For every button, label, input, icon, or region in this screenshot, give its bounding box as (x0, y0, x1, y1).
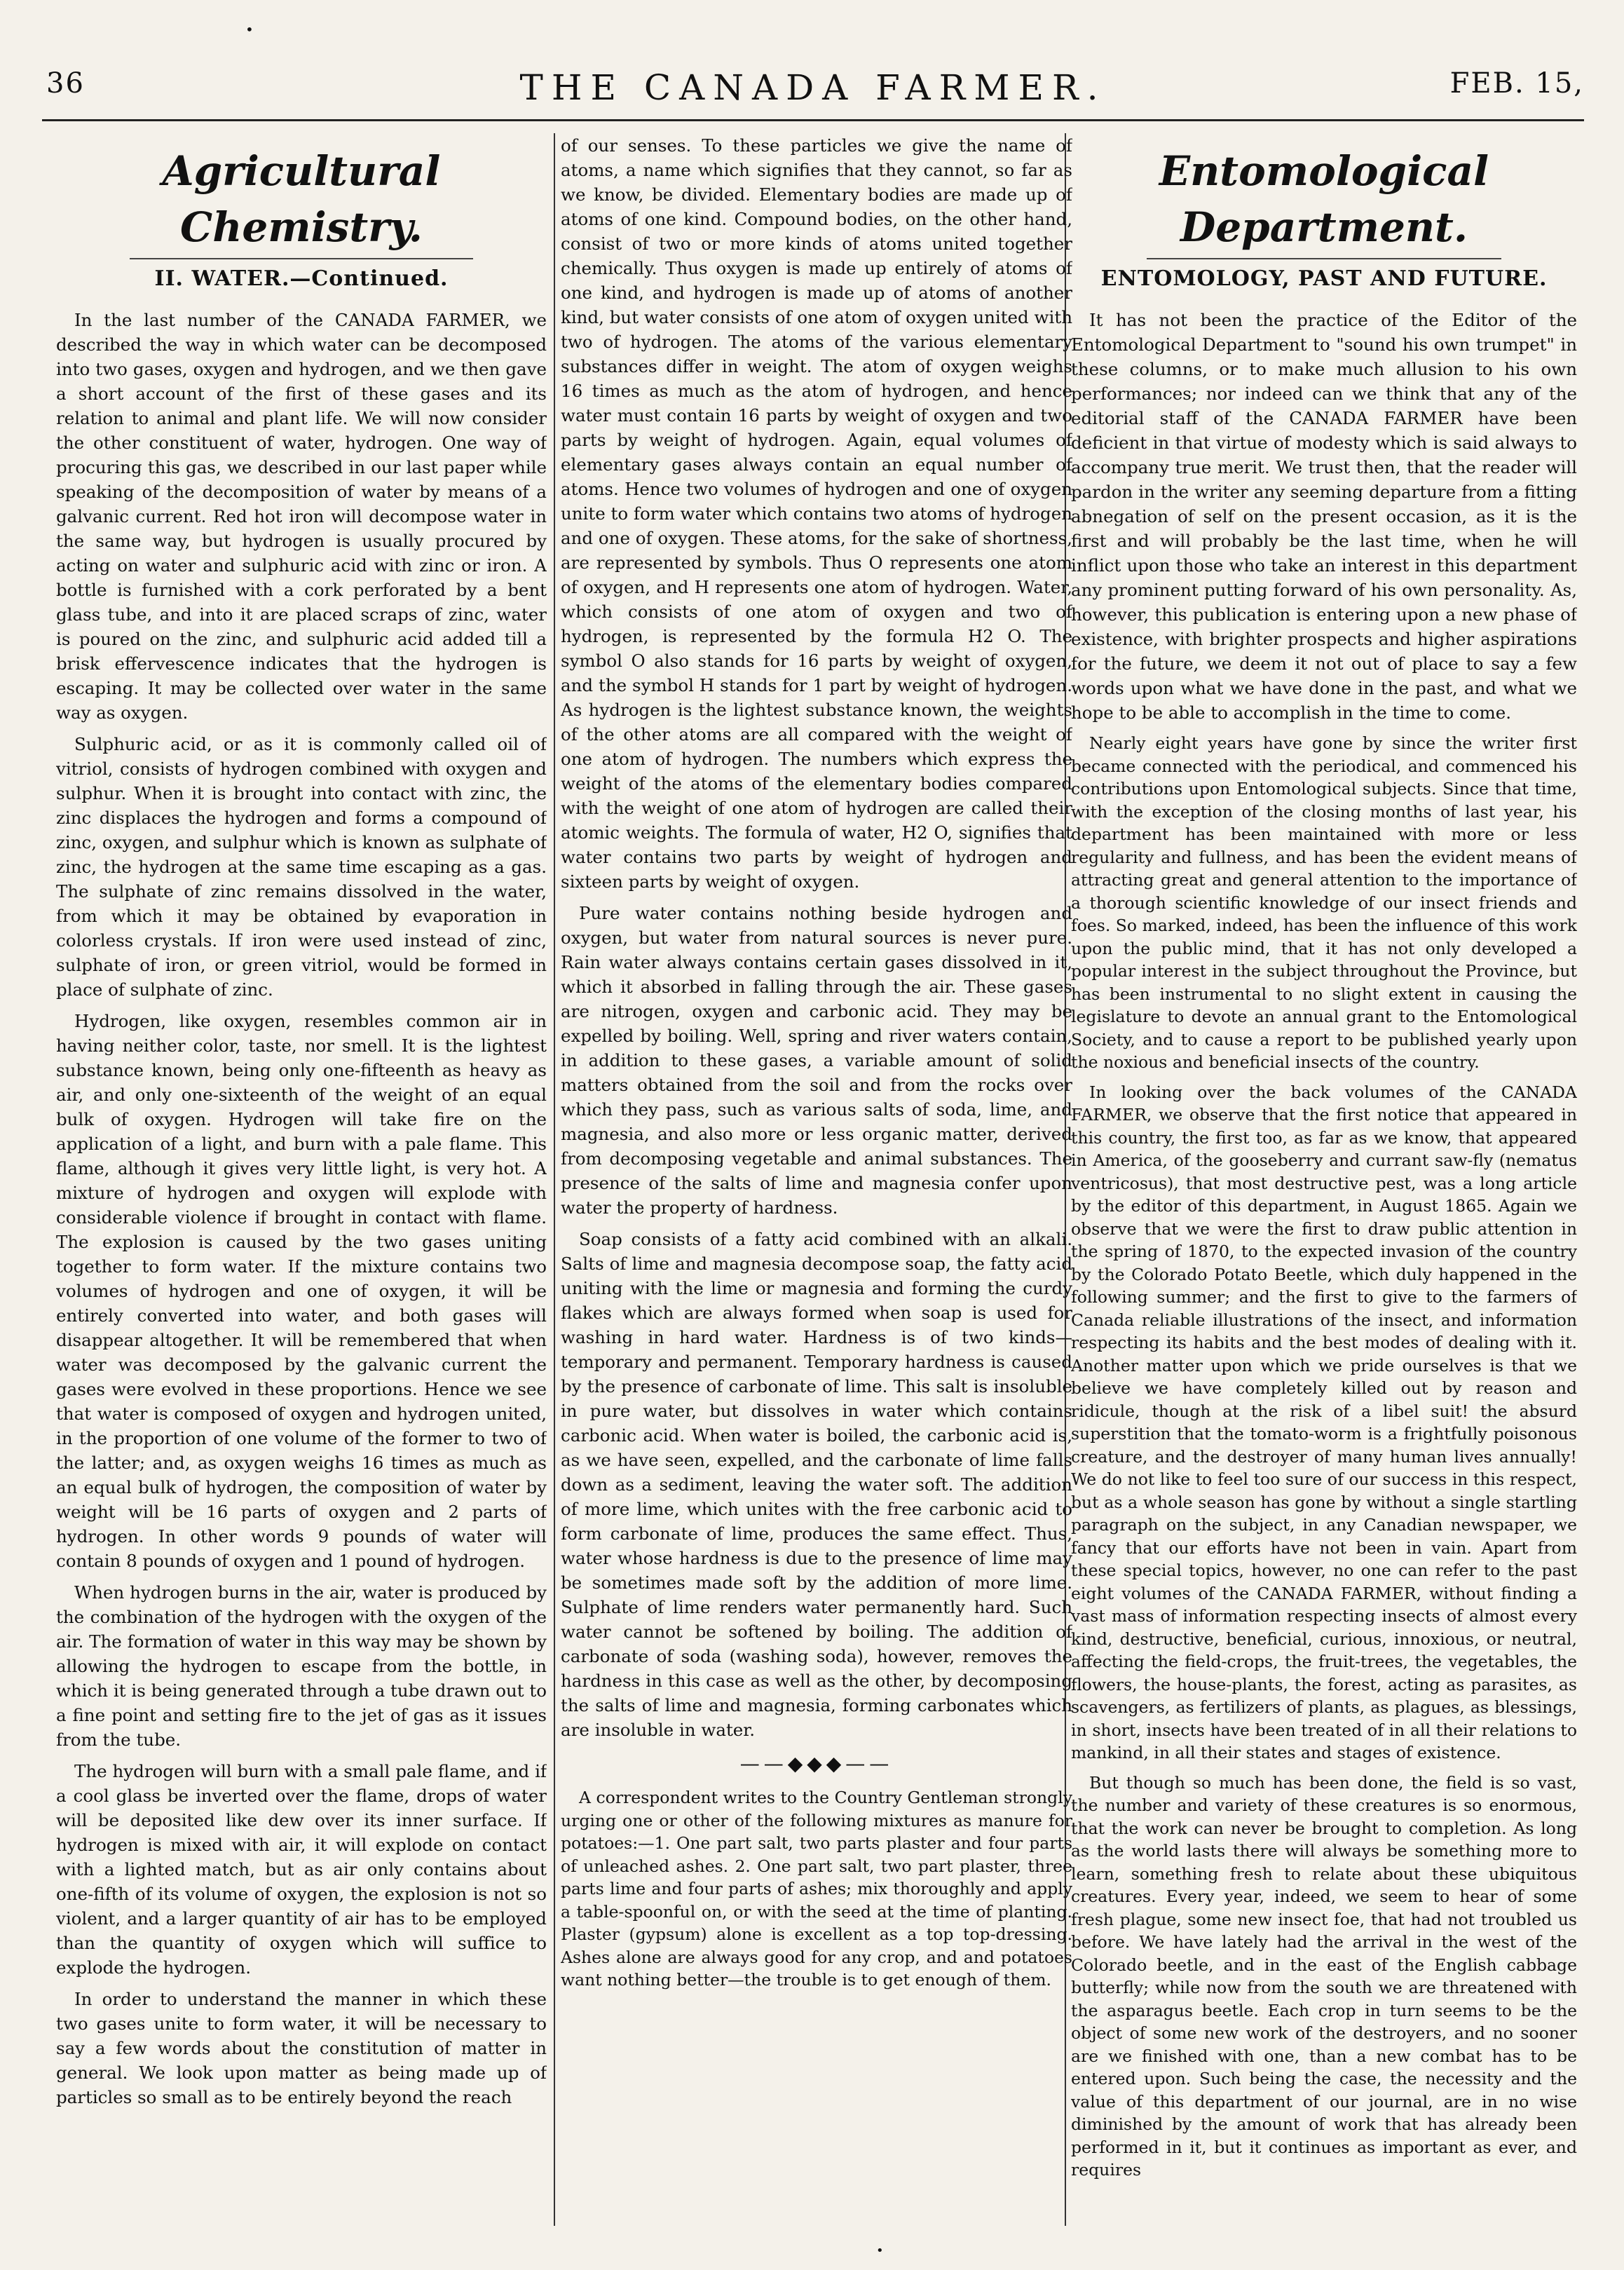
issue-date: FEB. 15, (1449, 67, 1584, 100)
section-title: Entomological Department. (1159, 147, 1489, 251)
section-title: Agricultural Chemistry. (162, 147, 441, 251)
masthead: THE CANADA FARMER. (519, 67, 1107, 108)
ornament-divider: ——◆◆◆—— (739, 1752, 894, 1775)
paragraph: Soap consists of a fatty acid combined with an alkali. Salts of lime and magnesia decompose soap, the fatty acid uniting with the lime or magnesia and forming the curdy flakes which are always formed when soap is used for washing in hard water. Hardness is of two kinds—temporary and permanent. Temporary hardness is caused by the presence of carbonate of lime. This salt is insoluble in pure water, but dissolves in water which contains carbonic acid. When water is boiled, the carbonic acid is, as we have seen, expelled, and the carbonate of lime falls down as a sediment, leaving the water soft. The addition of more lime, which unites with the free carbonic acid to form carbonate of lime, produces the same effect. Thus, water whose hardness is due to the presence of lime may be sometimes made soft by the addition of more lime. Sulphate of lime renders water permanently hard. Such water cannot be softened by boiling. The addition of carbonate of soda (washing soda), however, removes the hardness in this case as well as the other, by decomposing the salts of lime and magnesia, forming carbonates which are insoluble in water. (561, 1229, 1072, 1740)
paragraph: Sulphuric acid, or as it is commonly called oil of vitriol, consists of hydrogen combined with oxygen and sulphur. When it is brought into contact with zinc, the zinc displaces the hydrogen and forms a compound of zinc, oxygen, and sulphur which is known as sulphate of zinc, the hydrogen at the same time escaping as a gas. The sulphate of zinc remains dissolved in the water, from which it may be obtained by evaporation in colorless crystals. If iron were used instead of zinc, sulphate of iron, or green vitriol, would be formed in place of sulphate of zinc. (56, 734, 547, 1000)
column-divider (554, 133, 555, 2226)
page-number: 36 (46, 67, 85, 100)
page-speck: • (876, 2243, 884, 2258)
right-column (1071, 133, 1577, 2229)
paragraph: Pure water contains nothing beside hydrogen and oxygen, but water from natural sources is never pure. Rain water always contains certain gases dissolved in it, which it absorbed in falling through the air. These gases are nitrogen, oxygen and carbonic acid. They may be expelled by boiling. Well, spring and river waters contain, in addition to these gases, a variable amount of solid matters obtained from the soil and from the rocks over which they pass, such as various salts of soda, lime, and magnesia, and also more or less organic matter, derived from decomposing vegetable and animal substances. The presence of the salts of lime and magnesia confer upon water the property of hardness. (561, 903, 1072, 1218)
article-heading: ENTOMOLOGY, PAST AND FUTURE. (1100, 266, 1548, 291)
paragraph: of our senses. To these particles we give the name of atoms, a name which signifies that they cannot, so far as we know, be divided. Elementary bodies are made up of atoms of one kind. Compound bodies, on the other hand, consist of two or more kinds of atoms united together chemically. Thus oxygen is made up entirely of atoms of one kind, and hydrogen is made up of atoms of another kind, but water consists of one atom of oxygen united with two of hydrogen. The atoms of the various elementary substances differ in weight. The atom of oxygen weighs 16 times as much as the atom of hydrogen, and hence water must contain 16 parts by weight of oxygen and two parts by weight of hydrogen. Again, equal volumes of elementary gases always contain an equal number of atoms. Hence two volumes of hydrogen and one of oxygen unite to form water which contains two atoms of hydrogen and one of oxygen. These atoms, for the sake of shortness, are represented by symbols. Thus O represents one atom of oxygen, and H represents one atom of hydrogen. Water, which consists of one atom of oxygen and two of hydrogen, is represented by the formula H2 O. The symbol O also stands for 16 parts by weight of oxygen, and the symbol H stands for 1 part by weight of hydrogen. As hydrogen is the lightest substance known, the weights of the other atoms are all compared with the weight of one atom of hydrogen. The numbers which express the weight of the atoms of the elementary bodies compared with the weight of one atom of hydrogen are called their atomic weights. The formula of water, H2 O, signifies that water contains two parts by weight of hydrogen and sixteen parts by weight of oxygen. (561, 135, 1072, 892)
paragraph: When hydrogen burns in the air, water is produced by the combination of the hydrogen with the oxygen of the air. The formation of water in this way may be shown by allowing the hydrogen to escape from the bottle, in which it is being generated through a tube drawn out to a fine point and setting fire to the jet of gas as it issues from the tube. (56, 1582, 547, 1750)
page-speck: • (245, 21, 254, 38)
note-paragraph: A correspondent writes to the Country Gentleman strongly urging one or other of the following mixtures as manure for potatoes:—1. One part salt, two parts plaster and four parts of unleached ashes. 2. One part salt, two part plaster, three parts lime and four parts of ashes; mix thoroughly and apply a table-spoonful on, or with the seed at the time of planting. Plaster (gypsum) alone is excellent as a top top-dressing. Ashes alone are always good for any crop, and and potatoes want nothing better—the trouble is to get enough of them. (561, 1788, 1072, 1990)
article-heading: II. WATER.—Continued. (154, 266, 449, 291)
paragraph: In the last number of the CANADA FARMER, we described the way in which water can be decomposed into two gases, oxygen and hydrogen, and we then gave a short account of the first of these gases and its relation to animal and plant life. We will now consider the other constituent of water, hydrogen. One way of procuring this gas, we described in our last paper while speaking of the decomposition of water by means of a galvanic current. Red hot iron will decompose water in the same way, but hydrogen is usually procured by acting on water and sulphuric acid with zinc or iron. A bottle is furnished with a cork perforated by a bent glass tube, and into it are placed scraps of zinc, water is poured on the zinc, and sulphuric acid added till a brisk effervescence indicates that the hydrogen is escaping. It may be collected over water in the same way as oxygen. (56, 310, 547, 723)
paragraph: Hydrogen, like oxygen, resembles common air in having neither color, taste, nor smell. It is the lightest substance known, being only one-fifteenth as heavy as air, and only one-sixteenth of the weight of an equal bulk of oxygen. Hydrogen will take fire on the application of a light, and burn with a pale flame. This flame, although it gives very little light, is very hot. A mixture of hydrogen and oxygen will explode with considerable violence if brought in contact with flame. The explosion is caused by the two gases uniting together to form water. If the mixture contains two volumes of hydrogen and one of oxygen, it will be entirely converted into water, and both gases will disappear altogether. It will be remembered that when water was decomposed by the galvanic current the gases were evolved in these proportions. Hence we see that water is composed of oxygen and hydrogen united, in the proportion of one volume of the former to two of the latter; and, as oxygen weighs 16 times as much as an equal bulk of hydrogen, the composition of water by weight will be 16 parts of oxygen and 2 parts of hydrogen. In other words 9 pounds of water will contain 8 pounds of oxygen and 1 pound of hydrogen. (56, 1011, 547, 1571)
paragraph: In order to understand the manner in which these two gases unite to form water, it will be necessary to say a few words about the constitution of matter in general. We look upon matter as being made up of particles so small as to be entirely beyond the reach (56, 1989, 547, 2107)
middle-column (561, 133, 1072, 2229)
paragraph: It has not been the practice of the Editor of the Entomological Department to "sound his own trumpet" in these columns, or to make much allusion to his own performances; nor indeed can we think that any of the editorial staff of the CANADA FARMER have been deficient in that virtue of modesty which is said always to accompany true merit. We trust then, that the reader will pardon in the writer any seeming departure from a fitting abnegation of self on the present occasion, as it is the first and will probably be the last time, when he will inflict upon those who take an interest in this department any prominent putting forward of his own personality. As, however, this publication is entering upon a new phase of existence, with brighter prospects and higher aspirations for the future, we deem it not out of place to say a few words upon what we have done in the past, and what we hope to be able to accomplish in the time to come. (1071, 310, 1577, 723)
paragraph: The hydrogen will burn with a small pale flame, and if a cool glass be inverted over the flame, drops of water will be deposited like dew over its inner surface. If hydrogen is mixed with air, it will explode on contact with a lighted match, but as air only contains about one-fifth of its volume of oxygen, the explosion is not so violent, and a larger quantity of air has to be employed than the quantity of oxygen which will suffice to explode the hydrogen. (56, 1761, 547, 1978)
paragraph: In looking over the back volumes of the CANADA FARMER, we observe that the first notice that appeared in this country, the first too, as far as we know, that appeared in America, of the gooseberry and currant saw-fly (nematus ventricosus), that most destructive pest, was a long article by the editor of this department, in August 1865. Again we observe that we were the first to draw public attention in the spring of 1870, to the expected invasion of the country by the Colorado Potato Beetle, which duly happened in the following summer; and the first to give to the farmers of Canada reliable illustrations of the insect, and information respecting its habits and the best modes of dealing with it. Another matter upon which we pride ourselves is that we believe we have completely killed out by reason and ridicule, though at the risk of a libel suit! the absurd superstition that the tomato-worm is a frightfully poisonous creature, and the destroyer of many human lives annually! We do not like to feel too sure of our success in this respect, but as a whole season has gone by without a single startling paragraph on the subject, in any Canadian newspaper, we fancy that our efforts have not been in vain. Apart from these special topics, however, no one can refer to the past eight volumes of the CANADA FARMER, without finding a vast mass of information respecting insects of almost every kind, destructive, beneficial, curious, innoxious, or neutral, affecting the field-crops, the fruit-trees, the vegetables, the flowers, the house-plants, the forest, acting as parasites, as scavengers, as fertilizers of plants, as plagues, as blessings, in short, insects have been treated of in all their relations to mankind, in all their states and stages of existence. (1071, 1082, 1577, 1762)
paragraph: But though so much has been done, the field is so vast, the number and variety of these creatures is so enormous, that the work can never be brought to completion. As long as the world lasts there will always be something more to learn, something fresh to relate about these ubiquitous creatures. Every year, indeed, we seem to hear of some fresh plague, some new insect foe, that had not troubled us before. We have lately had the arrival in the west of the Colorado beetle, and in the east of the English cabbage butterfly; while now from the south we are threatened with the asparagus beetle. Each crop in turn seems to be the object of some new work of the destroyers, and no sooner are we finished with one, than a new combat has to be entered upon. Such being the case, the necessity and the value of this department of our journal, are in no wise diminished by the amount of work that has already been performed in it, but it continues as important as ever, and requires (1071, 1772, 1577, 2180)
left-column (56, 133, 547, 2229)
title-rule (1147, 258, 1501, 259)
title-rule (130, 258, 473, 259)
running-header (42, 67, 1584, 116)
header-rule (42, 119, 1584, 121)
paragraph: Nearly eight years have gone by since the writer first became connected with the periodical, and commenced his contributions upon Entomological subjects. Since that time, with the exception of the closing months of last year, his department has been maintained with more or less regularity and fullness, and has been the evident means of attracting great and general attention to the importance of a thorough scientific knowledge of our insect friends and foes. So marked, indeed, has been the influence of this work upon the public mind, that it has not only developed a popular interest in the subject throughout the Province, but has been instrumental to no slight extent in causing the legislature to devote an annual grant to the Entomological Society, and to cause a report to be published yearly upon the noxious and beneficial insects of the country. (1071, 733, 1577, 1072)
